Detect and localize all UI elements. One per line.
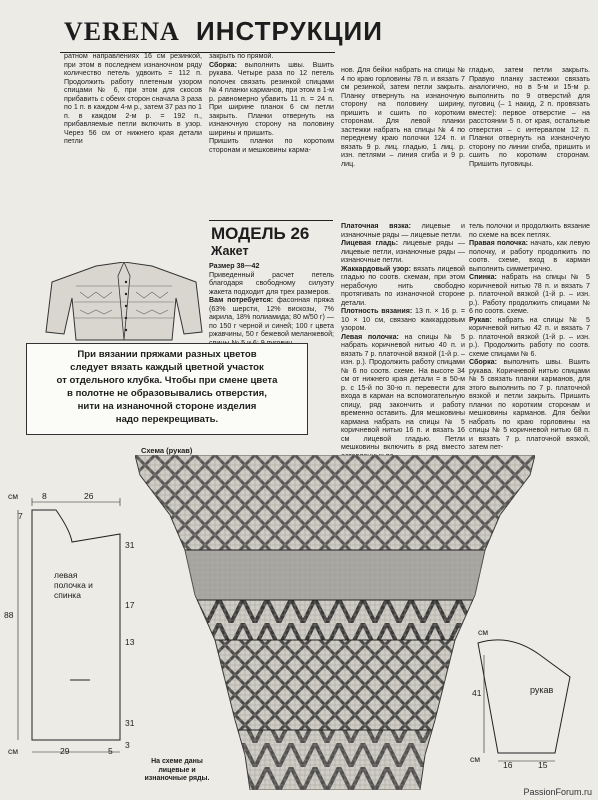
dim-height: 88 xyxy=(4,610,14,620)
dim-neck: 7 xyxy=(18,511,23,521)
sleeve-bottom-a: 16 xyxy=(503,760,513,770)
sleeve-unit: см xyxy=(478,627,489,637)
brand-logo: VERENA xyxy=(64,17,180,46)
chart-row-label: 17 xyxy=(125,600,135,610)
model-name: Жакет xyxy=(211,244,249,258)
jacket-illustration xyxy=(44,262,204,342)
sleeve-height: 41 xyxy=(472,688,482,698)
chart-row-label: 13 xyxy=(125,637,135,647)
notice-line: При вязании пряжами разных цветов xyxy=(77,349,257,360)
front-back-pattern xyxy=(10,490,135,760)
dim-unit-bottom: см xyxy=(8,746,19,756)
dim-unit: см xyxy=(8,491,19,501)
notice-line: надо перекрещивать. xyxy=(115,414,219,425)
dim-width-a: 8 xyxy=(42,491,47,501)
chart-note: На схеме даны лицевые и изнаночные ряды. xyxy=(144,758,210,782)
top-column-4: гладью, затем петли закрыть. Правую планку застежки связать аналогично, но в 5-м и 15-м р. выполнить по 9 отверстий для пуговиц (– 1 накид, 2 п. провязать вместе): первое отверстие – на расстоянии 5 п. от края, остальные отверстия – с интервалом 12 п. Планки отвернуть на изнаночную сторону по линии сгиба, пришить и сшить по коротким сторонам. Пришить пуговицы. xyxy=(469,66,590,168)
model-description: Размер 38—42 Приведенный расчет петель благодаря свободному силуэту жакета подходит для трех размеров. Вам потребуется: фасонная пряжа (63% шерсти, 12% вискозы, 7% акрила, 18% полиамида; 80 м/50 г) — по 150 г черной и синей; 100 г цвета ржавчины, 50 г бежевой меланжевой; xyxy=(209,262,334,338)
dim-bottom-width-b: 5 xyxy=(108,746,113,756)
chart-row-label: 31 xyxy=(125,718,135,728)
footer-credit: PassionForum.ru xyxy=(523,787,592,797)
notice-line: нити на изнаночной стороне изделия xyxy=(77,401,257,412)
right-column: тель полочки и продолжить вязание по схеме на всех петлях. Правая полочка: начать, как левую полочку, и работу продолжить по соотв. схеме, вход в карман выполнить симметрично. Спинка: набрать на спицы № 5 коричневой нитью 78 п. и вязать 7 р. платочной вязкой (1-й р. – изн. р.). Работу продолжить спицами № 6 по соотв. схеме. Рукав: набрать на спицы № 5 коричневой нитью 42 п. и вязать 7 р. платочной вязкой (1-й р. – изн. р.). Продолжить работу по соотв. схеме спицами № 6. Сборка: выполнить швы. Вшить рукава. Коричневой нитью спицами № 5 связать планки карманов, для этого выполнить по 7 р. платочной вязкой и петли закрыть. Пришить планки по коротким сторонам и мешковины карманов. Для бейки набрать по краю горловины на спицы № 5 коричневой нитью 68 п. и вязать 7 р. платочной вязкой, затем пет- xyxy=(469,222,590,451)
chart-row-label: 31 xyxy=(125,540,135,550)
pattern-label: левая полочка и спинка xyxy=(54,570,93,600)
top-column-2: закрыть по прямой. Сборка: выполнить швы. Вшить рукава. Четыре раза по 12 петель полочек связать резинкой спицами № 4 планки карманов, при этом в 1-м р. равномерно убавить 11 п. = 24 п. При ширине планок 6 см петли закрыть. Планки отвернуть на изнаночную сторону на половину ширины и пришить. Пришить планки по коротким сторонам и мешковины карма- xyxy=(209,52,334,154)
notice-line: следует вязать каждый цветной участок xyxy=(70,362,264,373)
top-column-1: ратном направлениях 16 см резинкой, при этом в последнем изнаночном ряду количество петель удвоить = 112 п. Продолжить работу плетеным узором спицами № 6, при этом для скосов прибавить с обеих сторон сначала 3 раза по 1 п. в каждом 4-м р., затем 37 раз по 1 п. в каждом 2-м р. = 192 п., прибавляемые петли включить в узор. Через 56 см от нижнего края детали петли xyxy=(64,52,202,145)
dim-width-b: 26 xyxy=(84,491,94,501)
model-title: МОДЕЛЬ 26 xyxy=(211,224,310,243)
mid-column: Платочная вязка: лицевые и изнаночные ряды — лицевые петли. Лицевая гладь: лицевые ряды — лицевые петли, изнаночные ряды — изнаночные петли. Жаккардовый узор: вязать лицевой гладью по соотв. схемам, при этом нерабочую нить свободно протягивать по изнаночной стороне детали. Плотность вязания: 13 п. × 16 р. = 10 × 10 см, связано жаккардовым узором. Левая полочка: на спицы № 5 набрать коричневой нитью 40 п. и вязать 7 р. платочной вязкой (1-й р. – изн. р.). Продолжить работу спицами № 6 по соотв. схеме. На высоте 34 см от нижнего края детали = в 50-м р. с 15-й по 30-ю п. перевести для входа в карман на вспомогательную спицу, ряд закончить и работу временно оставить. Для мешковины кармана набрать на спицы № 5 коричневой нитью 16 п. и вязать 16 см лицевой гладью. Петли мешковины включить в ряд вместо xyxy=(341,222,466,451)
chart-row-label: 3 xyxy=(125,740,130,750)
section-title: ИНСТРУКЦИИ xyxy=(196,16,383,46)
top-column-3: нов. Для бейки набрать на спицы № 4 по краю горловины 78 п. и вязать 7 см резинкой, затем петли закрыть. Планку отвернуть на изнаночную сторону на половину ширину, пришить и сшить по коротким сторонам. Для левой планки застежки набрать на спицы № 4 по переднему краю полочки 124 п. и вязать 9 р. лиц. гладью, 1 лиц. р. изн. петлями – линия сгиба и 9 р. лиц. xyxy=(341,66,465,168)
sleeve-bottom-b: 15 xyxy=(538,760,548,770)
sleeve-pattern xyxy=(470,635,580,770)
notice-line: от отдельного клубка. Чтобы при смене цвета xyxy=(56,375,278,386)
chart-caption: Схема (рукав) xyxy=(141,446,193,455)
sleeve-unit-bottom: см xyxy=(470,754,481,764)
dim-bottom-width: 29 xyxy=(60,746,70,756)
notice-line: в полотне не образовывались отверстия, xyxy=(67,388,267,399)
sleeve-label: рукав xyxy=(530,685,554,695)
yarn-notice-box xyxy=(26,343,308,435)
model-rule xyxy=(209,220,333,221)
